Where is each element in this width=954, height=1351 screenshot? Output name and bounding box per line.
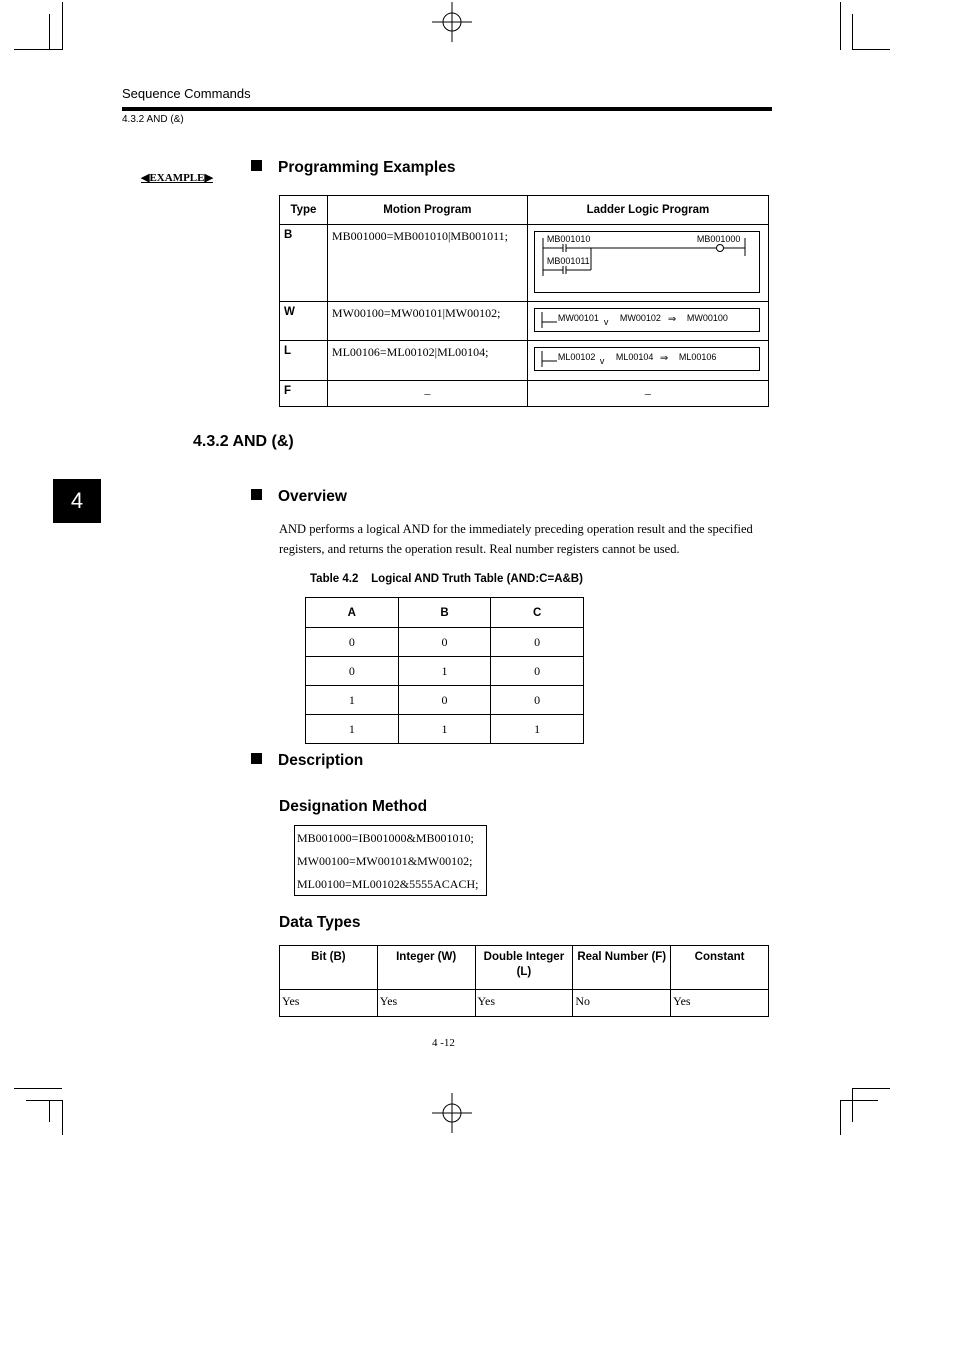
motion-program-cell: MB001000=MB001010|MB001011;	[327, 225, 527, 302]
type-cell: W	[280, 302, 328, 341]
table-cell: 0	[306, 628, 399, 657]
section-heading: 4.3.2 AND (&)	[193, 433, 294, 450]
crop-mark	[852, 1088, 890, 1089]
ladder-cell	[527, 302, 768, 341]
chapter-number: 4	[53, 479, 101, 523]
table-cell: Yes	[280, 990, 378, 1017]
running-header-title: Sequence Commands	[122, 86, 251, 101]
table-cell: 1	[306, 686, 399, 715]
crop-mark	[14, 1088, 62, 1089]
code-text: MW00100=MW00101&MW00102;	[297, 853, 473, 868]
example-tag	[141, 171, 213, 184]
column-header: Integer (W)	[377, 946, 475, 990]
chapter-tab	[53, 479, 101, 523]
crop-mark	[62, 2, 63, 50]
right-arrow-icon: ▶	[204, 172, 213, 184]
ladder-coil: MB001000	[696, 234, 741, 244]
table-header-row	[280, 946, 769, 990]
ladder-operand-a: ML00102	[557, 352, 596, 362]
table-row	[280, 381, 769, 407]
ladder-operand-b: MW00102	[619, 313, 661, 323]
column-header: Type	[280, 196, 328, 225]
table-row	[280, 302, 769, 341]
header-rule	[122, 107, 772, 111]
code-line	[295, 849, 487, 872]
table-row	[306, 628, 584, 657]
motion-program-cell: MW00100=MW00101|MW00102;	[327, 302, 527, 341]
truth-table	[305, 597, 584, 744]
table-cell: 0	[491, 657, 584, 686]
table-cell: 1	[398, 715, 491, 744]
code-text: MB001000=IB001000&MB001010;	[297, 830, 474, 845]
table-cell: Yes	[475, 990, 573, 1017]
column-header: Real Number (F)	[573, 946, 671, 990]
crop-mark	[852, 49, 890, 50]
motion-program-cell: ML00106=ML00102|ML00104;	[327, 341, 527, 381]
overview-text	[279, 519, 774, 559]
table-cell: Yes	[377, 990, 475, 1017]
column-header: Constant	[671, 946, 769, 990]
square-bullet-icon	[251, 160, 262, 171]
type-cell: B	[280, 225, 328, 302]
ladder-contact-b: MB001011	[546, 256, 590, 266]
code-text: ML00100=ML00102&5555ACACH;	[297, 876, 479, 891]
crop-mark	[49, 1100, 50, 1122]
ladder-operand-a: MW00101	[557, 313, 599, 323]
table-cell: 1	[491, 715, 584, 744]
overview-line: AND performs a logical AND for the immediately preceding operation result and the specified	[279, 522, 753, 536]
data-types-table	[279, 945, 769, 1017]
or-operator: v	[603, 317, 609, 327]
table-row	[280, 990, 769, 1017]
ladder-diagram-bit	[534, 231, 760, 293]
table-cell: 0	[491, 686, 584, 715]
description-heading: Description	[251, 752, 363, 770]
code-line	[295, 872, 487, 896]
left-arrow-icon: ◀	[141, 172, 150, 184]
crop-mark	[840, 1100, 878, 1101]
ladder-cell	[527, 341, 768, 381]
ladder-diagram-long	[534, 347, 760, 371]
column-header: B	[398, 598, 491, 628]
crop-mark	[62, 1100, 63, 1135]
crop-mark	[14, 49, 62, 50]
table-row	[280, 341, 769, 381]
data-types-heading: Data Types	[279, 914, 361, 931]
square-bullet-icon	[251, 489, 262, 500]
store-arrow-icon: ⇒	[667, 314, 677, 325]
ladder-cell: –	[527, 381, 768, 407]
crop-mark	[852, 1088, 853, 1122]
table-row	[306, 686, 584, 715]
table-cell: 0	[398, 686, 491, 715]
table-header-row	[280, 196, 769, 225]
overview-line: registers, and returns the operation result. Real number registers cannot be used.	[279, 542, 680, 556]
table-cell: 1	[306, 715, 399, 744]
ladder-result: MW00100	[686, 313, 728, 323]
table-cell: 0	[491, 628, 584, 657]
page-number: 4 -12	[432, 1037, 455, 1049]
ladder-cell	[527, 225, 768, 302]
square-bullet-icon	[251, 753, 262, 764]
column-header: Motion Program	[327, 196, 527, 225]
table-header-row	[306, 598, 584, 628]
table-row	[306, 715, 584, 744]
type-cell: F	[280, 381, 328, 407]
table-cell: 0	[398, 628, 491, 657]
store-arrow-icon: ⇒	[659, 353, 669, 364]
table-cell: No	[573, 990, 671, 1017]
crop-mark	[26, 1100, 62, 1101]
overview-heading: Overview	[251, 488, 347, 506]
column-header: A	[306, 598, 399, 628]
motion-program-cell: –	[327, 381, 527, 407]
crop-mark	[840, 1100, 841, 1135]
truth-table-caption: Table 4.2 Logical AND Truth Table (AND:C=A&B)	[310, 573, 583, 585]
running-header-subsection: 4.3.2 AND (&)	[122, 114, 184, 125]
ladder-contact-a: MB001010	[546, 234, 591, 244]
example-label: EXAMPLE	[149, 172, 205, 184]
column-header: Bit (B)	[280, 946, 378, 990]
designation-method-box	[294, 825, 487, 896]
table-row	[306, 657, 584, 686]
designation-method-heading: Designation Method	[279, 798, 428, 815]
column-header: Ladder Logic Program	[527, 196, 768, 225]
registration-mark-top	[432, 2, 472, 42]
type-cell: L	[280, 341, 328, 381]
programming-examples-table	[279, 195, 769, 407]
crop-mark	[840, 2, 841, 50]
table-cell: 1	[398, 657, 491, 686]
ladder-result: ML00106	[678, 352, 717, 362]
ladder-diagram-word	[534, 308, 760, 332]
table-row	[280, 225, 769, 302]
or-operator: v	[599, 356, 605, 366]
crop-mark	[49, 14, 50, 50]
table-cell: Yes	[671, 990, 769, 1017]
code-line	[295, 826, 487, 850]
registration-mark-bottom	[432, 1093, 472, 1133]
table-cell: 0	[306, 657, 399, 686]
crop-mark	[852, 14, 853, 50]
ladder-operand-b: ML00104	[615, 352, 654, 362]
programming-examples-heading: Programming Examples	[251, 159, 455, 177]
column-header: C	[491, 598, 584, 628]
column-header: Double Integer (L)	[475, 946, 573, 990]
